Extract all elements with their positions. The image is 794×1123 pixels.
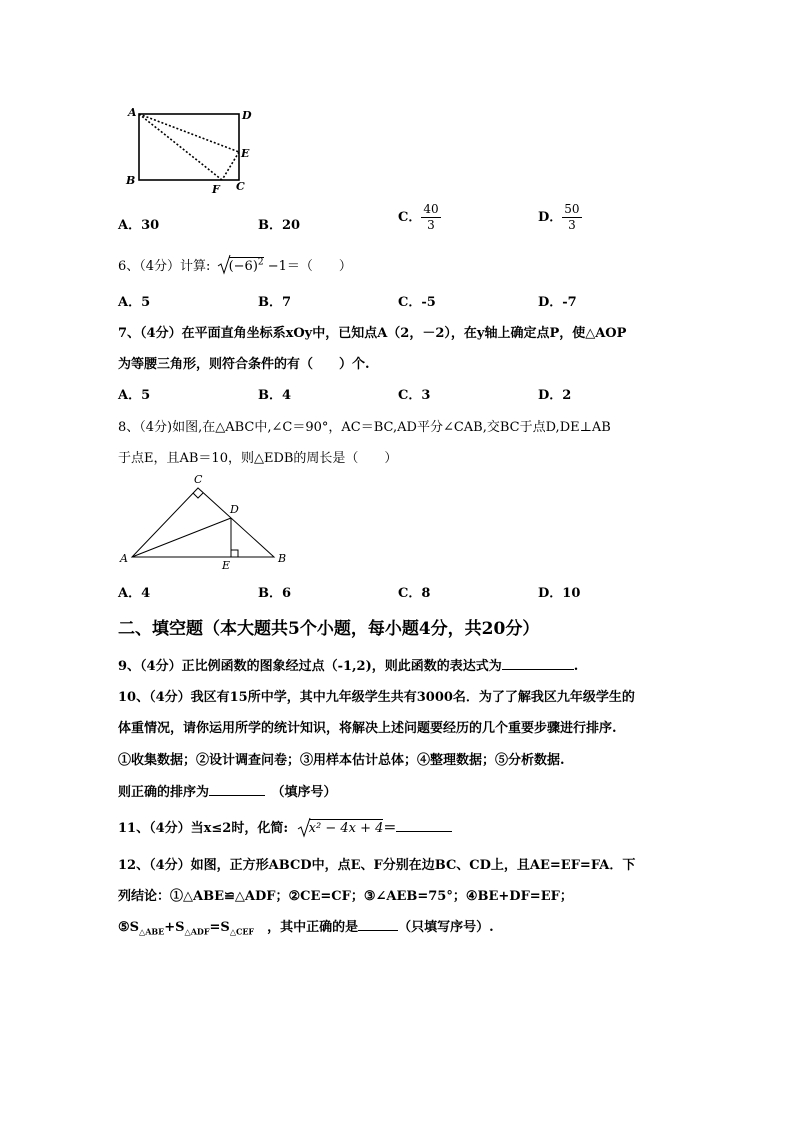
q8-line1: 8、（4分)如图,在△ABC中,∠C＝90°，AC＝BC,AD平分∠CAB,交BC于点D,DE⊥AB: [118, 420, 611, 435]
q7-line2: 为等腰三角形，则符合条件的有（ ）个.: [118, 357, 370, 372]
tri-label-e: E: [222, 559, 231, 570]
q9-question: [118, 655, 578, 674]
q11-equals: ＝: [383, 821, 397, 836]
q10-line3: ①收集数据；②设计调查问卷；③用样本估计总体；④整理数据；⑤分析数据.: [118, 753, 565, 768]
q12-sub-cef: △CEF: [229, 926, 255, 937]
triangle-abc: [132, 488, 274, 557]
q12-line2: 列结论：①△ABE≌△ADF；②CE=CF；③∠AEB=75°；④BE+DF=EF；: [118, 889, 573, 904]
q10-line1: 10、（4分）我区有15所中学，其中九年级学生共有3000名．为了了解我区九年级学生的: [118, 690, 635, 705]
q5-c-denominator: 3: [427, 218, 435, 232]
q11-question: [118, 817, 452, 836]
q12-answer-blank[interactable]: [358, 918, 398, 931]
q6-question: [118, 255, 352, 274]
dashed-ef: [222, 152, 239, 180]
q8-line2: 于点E，且AB＝10，则△EDB的周长是（ ）: [118, 451, 398, 466]
q6-suffix: −1＝（ ）: [267, 259, 352, 274]
q5-c-numerator: 40: [423, 202, 439, 216]
q10-line4-prefix: 则正确的排序为: [118, 785, 210, 800]
label-e: E: [241, 147, 250, 160]
q12-sub-adf: △ADF: [184, 926, 210, 937]
q5-d-numerator: 50: [564, 202, 580, 216]
triangle-figure: [118, 470, 298, 570]
rectangle-abcd: [139, 114, 239, 180]
q10-line4: [118, 781, 337, 800]
tri-label-b: B: [278, 552, 287, 565]
q12-line3-suffix: （只填写序号）.: [398, 920, 494, 935]
q12-plus: +S: [164, 920, 185, 935]
q5-option-b: B．20: [258, 218, 301, 233]
q9-text: 9、（4分）正比例函数的图象经过点（-1,2)，则此函数的表达式为: [118, 659, 502, 674]
q12-line1: 12、（4分）如图，正方形ABCD中，点E、F分别在边BC、CD上，且AE=EF=FA．下: [118, 858, 636, 873]
q5-option-d: [538, 202, 582, 233]
dashed-ae: [139, 114, 239, 152]
q7-option-a: A．5: [118, 388, 151, 403]
tri-label-a: A: [120, 552, 128, 565]
q5-option-c-prefix: C．: [398, 210, 422, 225]
label-d: D: [242, 109, 252, 122]
q8-option-d: D．10: [538, 586, 581, 601]
q6-exponent: 2: [257, 257, 264, 268]
q5-option-d-fraction: [562, 202, 581, 233]
q9-answer-blank[interactable]: [502, 657, 574, 670]
q6-option-b: B．7: [258, 295, 292, 310]
q9-end: .: [573, 659, 579, 674]
q12-eq: =S: [209, 920, 230, 935]
section-2-title: 二、填空题（本大题共5个小题，每小题4分，共20分）: [118, 619, 540, 639]
q6-option-c: C．-5: [398, 295, 436, 310]
label-a: A: [128, 106, 137, 119]
q6-sqrt: [217, 258, 264, 274]
dashed-af: [139, 114, 222, 180]
label-f: F: [212, 183, 220, 196]
label-b: B: [126, 174, 136, 187]
label-c: C: [236, 180, 245, 193]
tri-label-c: C: [194, 473, 203, 486]
q5-option-a: A．30: [118, 218, 160, 233]
rectangle-figure: [120, 100, 260, 196]
q12-sub-abe: △ABE: [139, 926, 165, 937]
q11-sqrt: [297, 821, 384, 836]
tri-label-d: D: [230, 503, 239, 516]
q5-option-d-prefix: D．: [538, 210, 563, 225]
segment-ad: [132, 518, 231, 557]
q8-option-b: B．6: [258, 586, 292, 601]
q7-line1: 7、（4分）在平面直角坐标系xOy中，已知点A（2，－2），在y轴上确定点P，使△AOP: [118, 326, 627, 341]
q6-option-d: D．-7: [538, 295, 577, 310]
q5-option-c: [398, 202, 441, 233]
q11-answer-blank[interactable]: [396, 819, 452, 832]
q12-line3-prefix: ⑤S: [118, 920, 140, 935]
q7-option-c: C．3: [398, 388, 431, 403]
q12-line3: [118, 916, 494, 937]
q10-line4-suffix: （填序号）: [278, 785, 337, 800]
q5-option-c-fraction: [421, 202, 440, 233]
q12-line3-mid: ，其中正确的是: [267, 920, 359, 935]
q8-option-a: A．4: [118, 586, 151, 601]
q7-option-d: D．2: [538, 388, 572, 403]
q7-option-b: B．4: [258, 388, 292, 403]
q6-option-a: A．5: [118, 295, 151, 310]
right-angle-e: [231, 550, 238, 557]
q10-line2: 体重情况，请你运用所学的统计知识，将解决上述问题要经历的几个重要步骤进行排序.: [118, 721, 617, 736]
q8-option-c: C．8: [398, 586, 431, 601]
q5-d-denominator: 3: [568, 218, 576, 232]
q10-answer-blank[interactable]: [209, 783, 265, 796]
q11-prefix: 11、（4分）当x≤2时，化简:: [118, 821, 289, 836]
q6-prefix: 6、（4分）计算:: [118, 259, 211, 274]
q11-radicand: x² − 4x + 4: [308, 821, 384, 836]
q6-radicand: (−6): [228, 259, 258, 274]
right-angle-c: [193, 493, 203, 498]
